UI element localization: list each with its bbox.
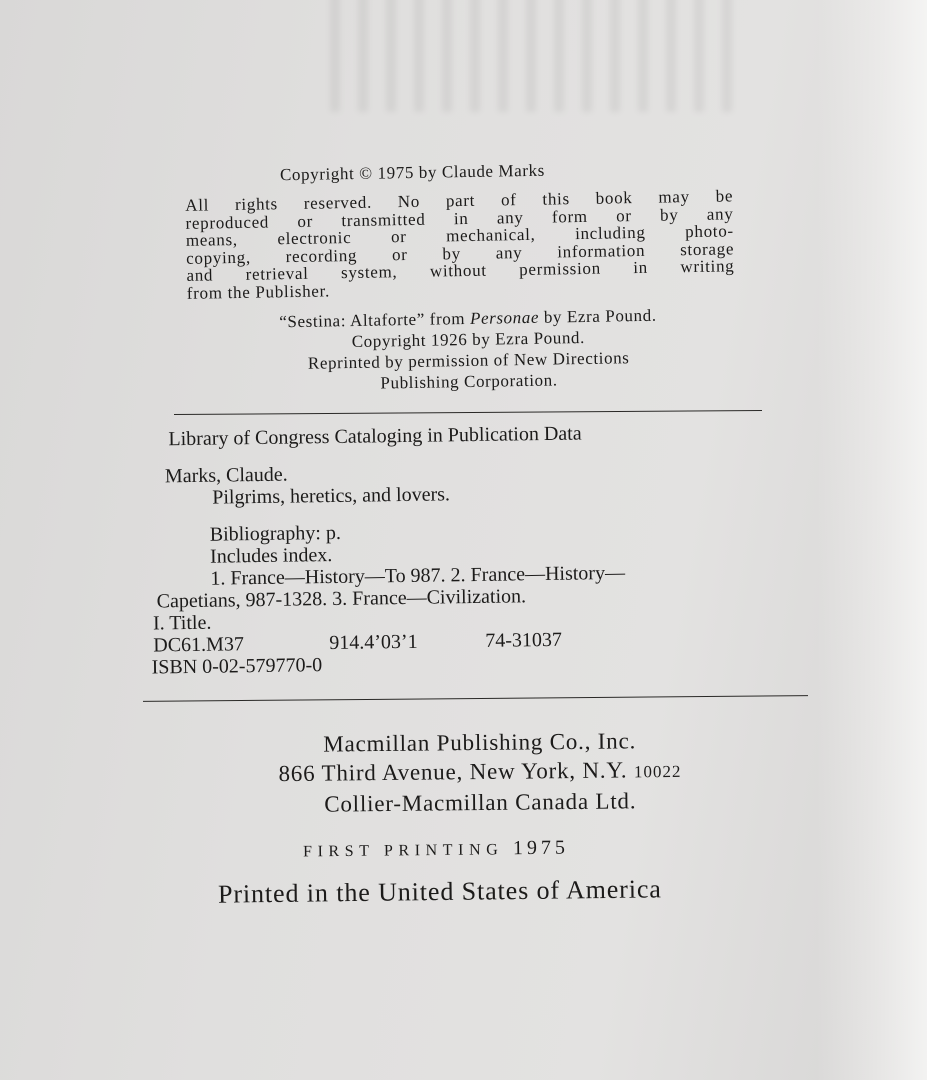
rights-line-3: means, electronic or mechanical, including photo-: [185, 221, 734, 250]
publisher-address: 866 Third Avenue, New York, N.Y.: [278, 757, 628, 787]
cip-bibliography: Bibliography: p.: [209, 521, 342, 546]
rights-line-6: from the Publisher.: [186, 280, 331, 303]
printing-label: FIRST PRINTING: [302, 841, 504, 861]
reprint-line-1: “Sestina: Altaforte” from Personae by Ezra Pound.: [279, 305, 657, 332]
printing-year: 1975: [512, 836, 570, 860]
publisher-address-line: [200, 754, 760, 791]
divider-rule-top: [174, 410, 762, 415]
copyright-line: Copyright © 1975 by Claude Marks: [279, 160, 546, 185]
cip-roman-title: I. Title.: [152, 611, 212, 635]
cip-data-block: [148, 419, 801, 678]
cip-dewey: 914.4’03’1: [329, 630, 418, 655]
rights-line-1: All rights reserved. No part of this book may be: [185, 186, 734, 215]
reprint-line-2: Copyright 1926 by Ezra Pound.: [351, 327, 586, 352]
publisher-block: [200, 725, 761, 820]
printed-in-country: Printed in the United States of America: [217, 874, 662, 909]
reprint-line-3: Reprinted by permission of New Directions: [307, 348, 630, 373]
publisher-name: Macmillan Publishing Co., Inc.: [323, 728, 637, 757]
rights-line-5: and retrieval system, without permission in writing: [186, 256, 735, 285]
first-printing: [303, 837, 569, 863]
cip-isbn: ISBN 0-02-579770-0: [151, 654, 323, 679]
reprint-line-4: Publishing Corporation.: [380, 370, 558, 393]
cip-call-number: DC61.M37: [153, 633, 245, 657]
publisher-zip: 10022: [633, 761, 682, 782]
cip-title: Pilgrims, heretics, and lovers.: [212, 483, 451, 509]
cip-subjects-line-2: Capetians, 987-1328. 3. France—Civilization.: [156, 585, 527, 613]
cip-subjects-line-1: 1. France—History—To 987. 2. France—History—: [210, 561, 626, 590]
publisher-canada: Collier-Macmillan Canada Ltd.: [324, 788, 637, 817]
divider-rule-bottom: [143, 695, 808, 702]
cip-author: Marks, Claude.: [164, 463, 288, 488]
reprint-notice: [195, 303, 741, 396]
cip-index: Includes index.: [209, 543, 333, 568]
book-title-personae: Personae: [469, 307, 540, 328]
page-edge-highlight: [817, 0, 927, 1080]
rights-paragraph: [185, 187, 747, 302]
show-through-text: [330, 0, 750, 112]
cip-lccn: 74-31037: [485, 628, 563, 652]
cip-heading: Library of Congress Cataloging in Publication Data: [168, 422, 582, 451]
rights-line-2: reproduced or transmitted in any form or by any: [185, 203, 734, 233]
rights-line-4: copying, recording or by any information storage: [186, 238, 735, 268]
